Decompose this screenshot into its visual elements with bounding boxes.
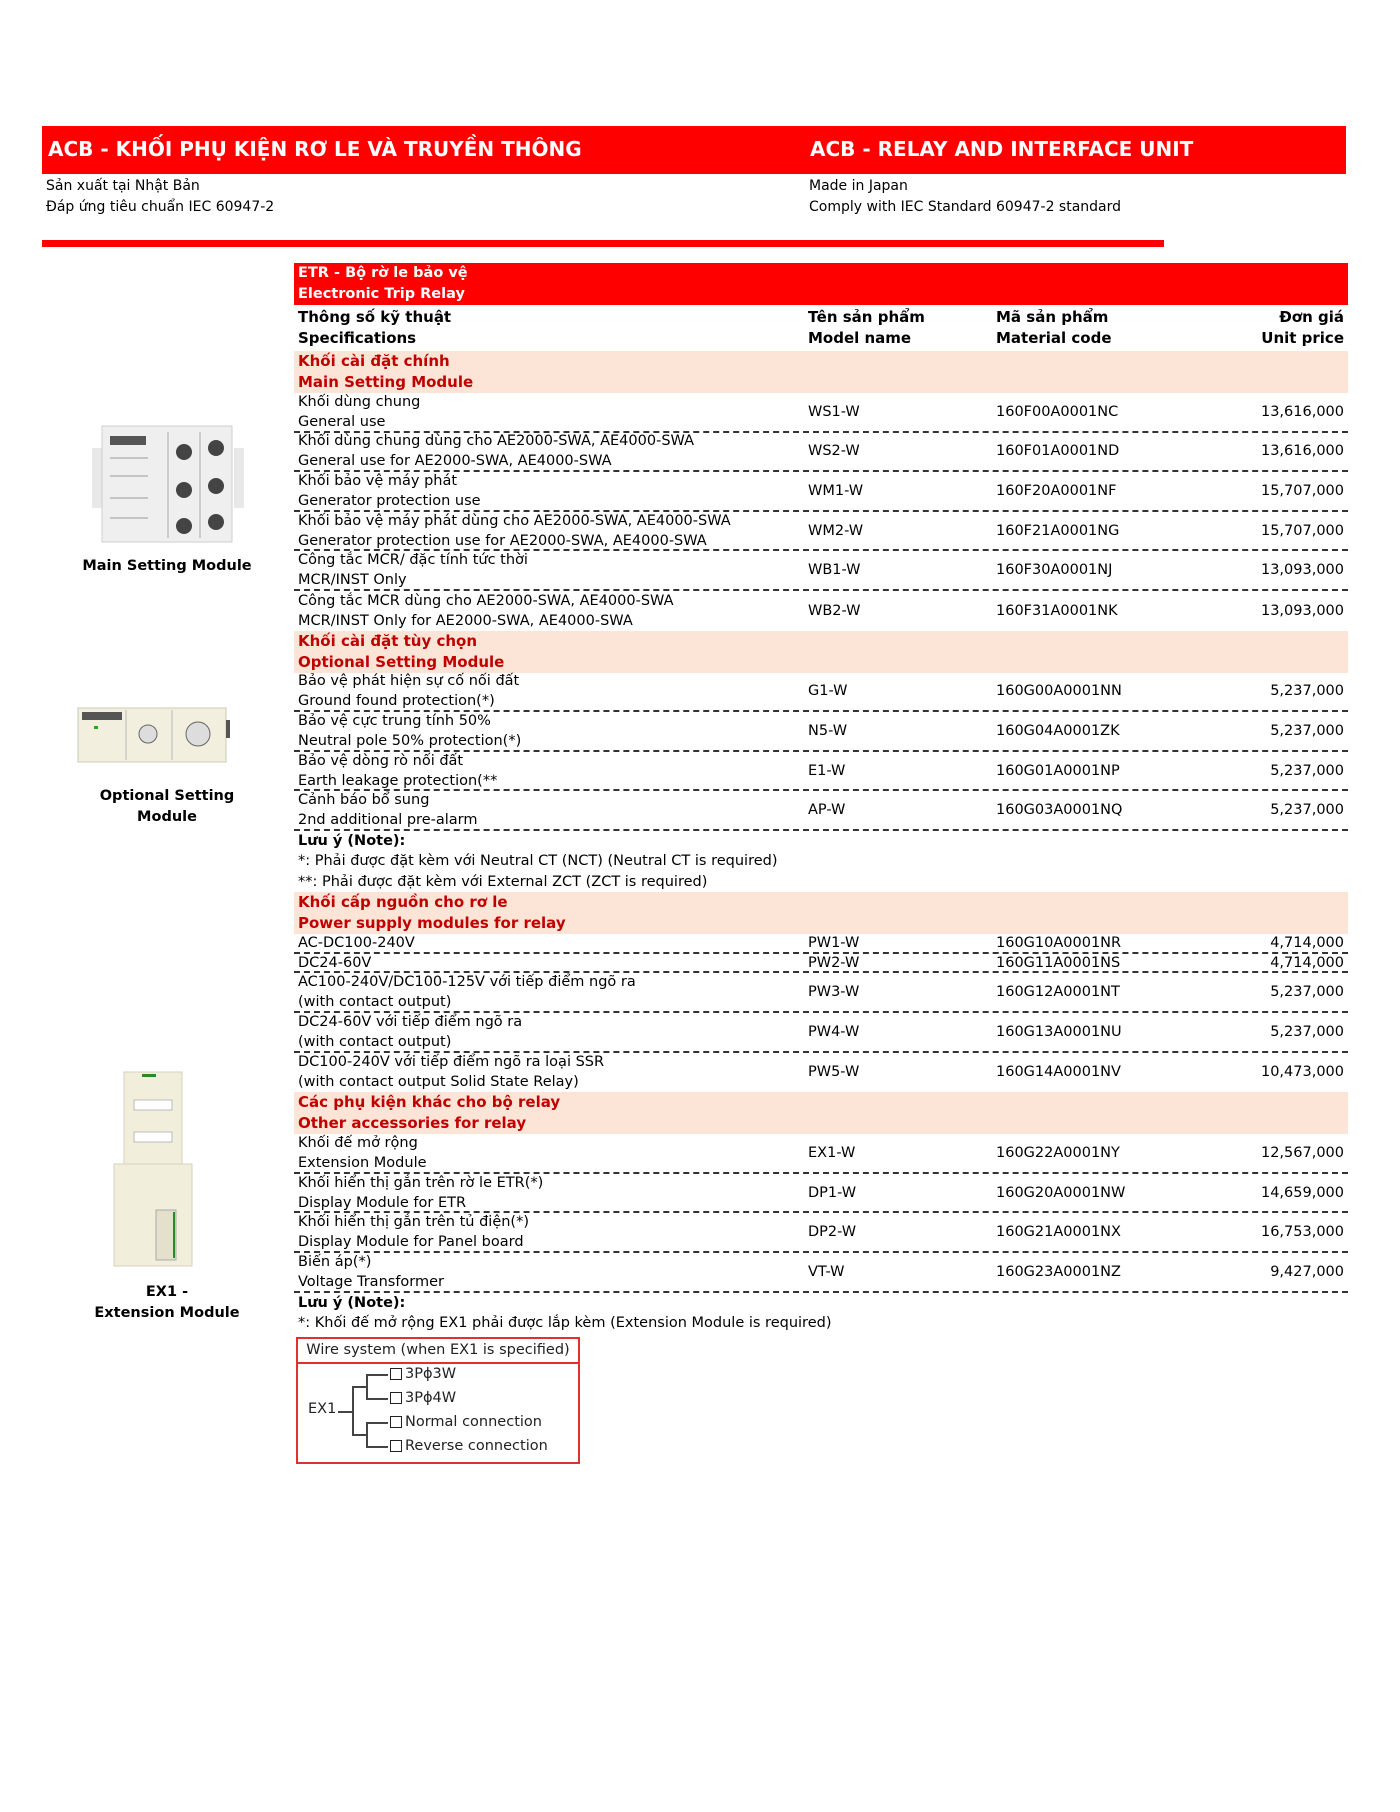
origin-vi: Sản xuất tại Nhật Bản (46, 178, 200, 194)
table-row: Khối bảo vệ máy phát Generator protection use WM1-W 160F20A0001NF 15,707,000 (294, 472, 1348, 512)
section-header-power-supply: Khối cấp nguồn cho rơ le Power supply modules for relay (294, 892, 1348, 934)
divider (42, 240, 1164, 247)
table-row: DC100-240V với tiếp điểm ngõ ra loại SSR (with contact output Solid State Relay) PW5-W 160G14A0001NV 10,473,000 (298, 1054, 1344, 1091)
table-row: Công tắc MCR dùng cho AE2000-SWA, AE4000-SWA MCR/INST Only for AE2000-SWA, AE4000-SWA WB2-W 160F31A0001NK 13,093,000 (298, 592, 1344, 629)
column-headers (294, 305, 1348, 351)
column-specifications: Thông số kỹ thuật Specifications (298, 308, 452, 347)
wire-option-normal[interactable]: Normal connection (390, 1414, 542, 1430)
column-unit-price: Đơn giá Unit price (1261, 308, 1344, 347)
extension-module-label: EX1 - Extension Module (94, 1284, 240, 1321)
note-optional: Lưu ý (Note): *: Phải được đặt kèm với Neutral CT (NCT) (Neutral CT is required) **: Phải được đặt kèm với External ZCT (ZCT is required) (298, 832, 778, 890)
table-row: Khối dùng chung General use WS1-W 160F00A0001NC 13,616,000 (294, 393, 1348, 433)
wire-option-3p4w[interactable]: 3Pϕ4W (390, 1390, 456, 1406)
table-row: Khối hiển thị gắn trên rờ le ETR(*) Display Module for ETR DP1-W 160G20A0001NW 14,659,000 (294, 1174, 1348, 1214)
table-row: Biến áp(*) Voltage Transformer VT-W 160G23A0001NZ 9,427,000 (294, 1253, 1348, 1293)
section-header-other-accessories: Các phụ kiện khác cho bộ relay Other accessories for relay (294, 1092, 1348, 1134)
table-row: Công tắc MCR/ đặc tính tức thời MCR/INST Only WB1-W 160F30A0001NJ 13,093,000 (294, 551, 1348, 591)
etr-header: ETR - Bộ rờ le bảo vệ Electronic Trip Relay (294, 263, 1348, 305)
checkbox-icon[interactable] (390, 1416, 402, 1428)
standard-vi: Đáp ứng tiêu chuẩn IEC 60947-2 (46, 199, 275, 215)
subtitle-vi (46, 176, 274, 218)
main-setting-module-label: Main Setting Module (82, 558, 252, 574)
origin-en: Made in Japan (809, 178, 908, 194)
wire-system-box (296, 1337, 580, 1464)
main-setting-module-image (88, 418, 248, 546)
extension-module-image (108, 1070, 198, 1270)
wire-root-label: EX1 (308, 1401, 337, 1417)
wire-option-3p3w[interactable]: 3Pϕ3W (390, 1366, 456, 1382)
table-row: DC24-60V với tiếp điểm ngõ ra (with contact output) PW4-W 160G13A0001NU 5,237,000 (294, 1013, 1348, 1053)
standard-en: Comply with IEC Standard 60947-2 standard (809, 199, 1122, 215)
section-header-optional-setting: Khối cài đặt tùy chọn Optional Setting Module (294, 631, 1348, 673)
section-header-main-setting: Khối cài đặt chính Main Setting Module (294, 351, 1348, 393)
table-row: Bảo vệ cực trung tính 50% Neutral pole 50% protection(*) N5-W 160G04A0001ZK 5,237,000 (294, 712, 1348, 752)
table-row: Khối bảo vệ máy phát dùng cho AE2000-SWA, AE4000-SWA Generator protection use for AE2000-SWA, AE4000-SWA WM2-W 160F21A0001NG 15,707,000 (294, 512, 1348, 552)
checkbox-icon[interactable] (390, 1440, 402, 1452)
column-model-name: Tên sản phẩm Model name (808, 308, 925, 347)
column-material-code: Mã sản phẩm Material code (996, 308, 1112, 347)
wire-system-title: Wire system (when EX1 is specified) (298, 1339, 578, 1364)
table-row: Khối hiển thị gắn trên tủ điện(*) Display Module for Panel board DP2-W 160G21A0001NX 16,753,000 (294, 1213, 1348, 1253)
table-row: Bảo vệ dòng rò nối đất Earth leakage protection(** E1-W 160G01A0001NP 5,237,000 (294, 752, 1348, 792)
subtitle-en (809, 176, 1121, 218)
optional-setting-module-image (76, 700, 236, 766)
optional-setting-module-label: Optional Setting Module (99, 788, 235, 825)
table-row: AC-DC100-240V PW1-W 160G10A0001NR 4,714,000 (294, 934, 1348, 954)
table-row: DC24-60V PW2-W 160G11A0001NS 4,714,000 (294, 954, 1348, 974)
table-row: Khối dùng chung dùng cho AE2000-SWA, AE4000-SWA General use for AE2000-SWA, AE4000-SWA WS2-W 160F01A0001ND 13,616,000 (294, 433, 1348, 473)
price-table (294, 263, 1348, 1334)
wire-option-reverse[interactable]: Reverse connection (390, 1438, 548, 1454)
table-row: Bảo vệ phát hiện sự cố nối đất Ground found protection(*) G1-W 160G00A0001NN 5,237,000 (294, 673, 1348, 713)
checkbox-icon[interactable] (390, 1368, 402, 1380)
page-title-vi: ACB - KHỐI PHỤ KIỆN RƠ LE VÀ TRUYỀN THÔNG (48, 137, 582, 161)
table-row: Khối đế mở rộng Extension Module EX1-W 160G22A0001NY 12,567,000 (294, 1134, 1348, 1174)
table-row: AC100-240V/DC100-125V với tiếp điểm ngõ ra (with contact output) PW3-W 160G12A0001NT 5,237,000 (294, 973, 1348, 1013)
checkbox-icon[interactable] (390, 1392, 402, 1404)
table-row: Cảnh báo bổ sung 2nd additional pre-alarm AP-W 160G03A0001NQ 5,237,000 (294, 791, 1348, 831)
wire-system-tree (298, 1364, 578, 1462)
page-title-en: ACB - RELAY AND INTERFACE UNIT (810, 137, 1194, 161)
note-accessories: Lưu ý (Note): *: Khối đế mở rộng EX1 phải được lắp kèm (Extension Module is required) (298, 1294, 832, 1332)
